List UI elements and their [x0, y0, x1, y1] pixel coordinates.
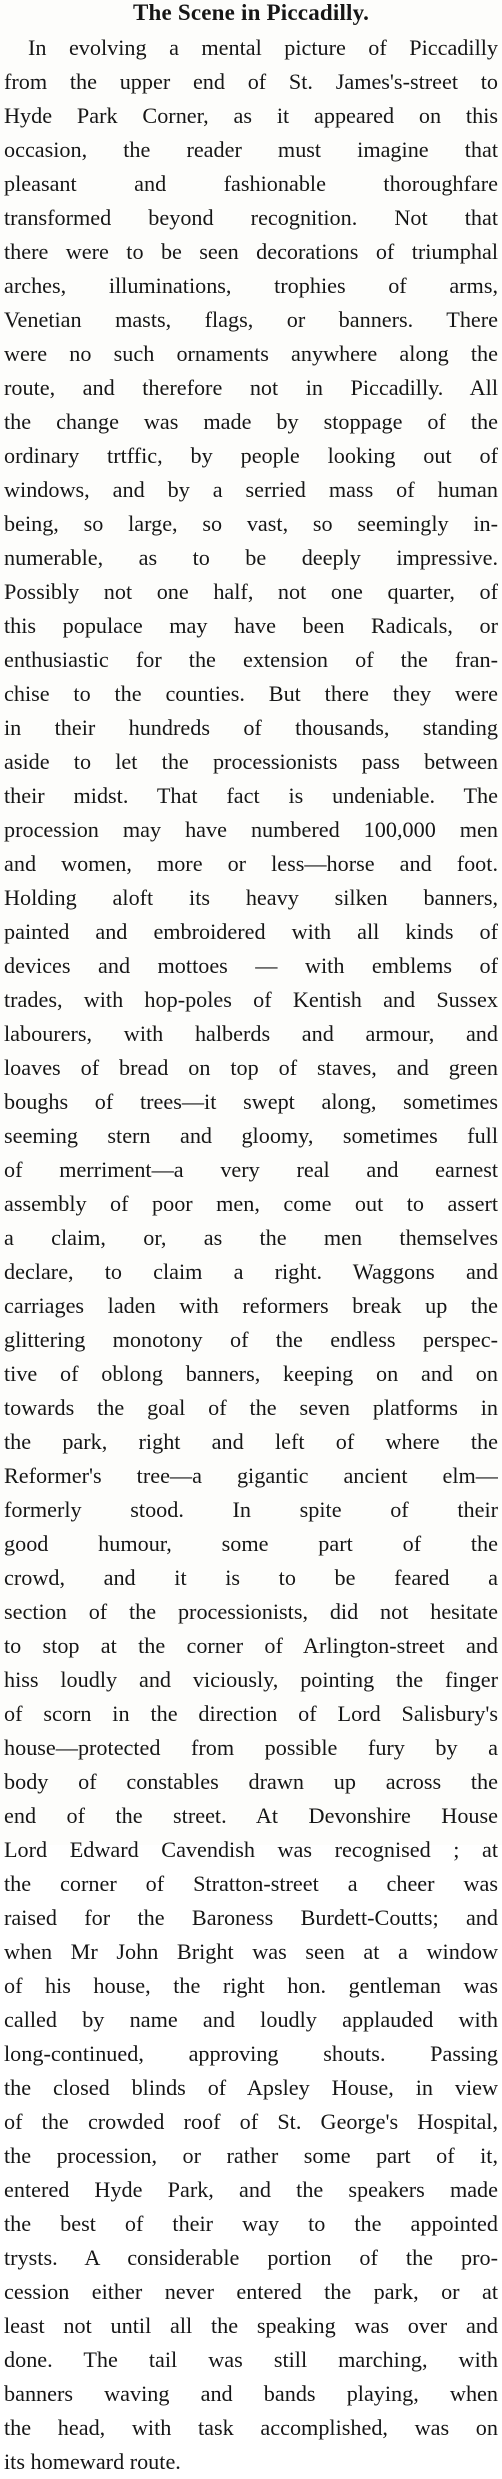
article-line: body of constables drawn up across the [4, 1769, 498, 1794]
article-line: in their hundreds of thousands, standing [4, 715, 498, 740]
article-line: their midst. That fact is undeniable. The [4, 783, 498, 808]
article-line: hiss loudly and viciously, pointing the finger [4, 1667, 498, 1692]
article-line: tive of oblong banners, keeping on and on [4, 1361, 498, 1386]
article-line: long-continued, approving shouts. Passing [4, 2041, 498, 2066]
article-line: procession may have numbered 100,000 men [4, 817, 498, 842]
article-line: boughs of trees—it swept along, sometimes [4, 1089, 498, 1114]
article-line: there were to be seen decorations of triumphal [4, 239, 498, 264]
article-line: glittering monotony of the endless perspec- [4, 1327, 498, 1352]
article-line: of his house, the right hon. gentleman was [4, 1973, 498, 1998]
article-line: this populace may have been Radicals, or [4, 613, 498, 638]
article-line: from the upper end of St. James's-street to [4, 69, 498, 94]
article-line: declare, to claim a right. Waggons and [4, 1259, 498, 1284]
article-line: Venetian masts, flags, or banners. There [4, 307, 498, 332]
article-line: entered Hyde Park, and the speakers made [4, 2177, 498, 2202]
article-line: Lord Edward Cavendish was recognised ; at [4, 1837, 498, 1862]
article-line: were no such ornaments anywhere along the [4, 341, 498, 366]
article-line: the head, with task accomplished, was on [4, 2415, 498, 2440]
article-line: trysts. A considerable portion of the pro- [4, 2245, 498, 2270]
article-line: formerly stood. In spite of their [4, 1497, 498, 1522]
article-line: the park, right and left of where the [4, 1429, 498, 1454]
article-line: being, so large, so vast, so seemingly in- [4, 511, 498, 536]
article-line: seeming stern and gloomy, sometimes full [4, 1123, 498, 1148]
article-line: arches, illuminations, trophies of arms, [4, 273, 498, 298]
article-line: painted and embroidered with all kinds of [4, 919, 498, 944]
article-line: to stop at the corner of Arlington-street and [4, 1633, 498, 1658]
article-line: route, and therefore not in Piccadilly. All [4, 375, 498, 400]
article-line: called by name and loudly applauded with [4, 2007, 498, 2032]
article-body [4, 31, 498, 2479]
article-line: cession either never entered the park, or at [4, 2279, 498, 2304]
article-line: crowd, and it is to be feared a [4, 1565, 498, 1590]
article-line: Hyde Park Corner, as it appeared on this [4, 103, 498, 128]
article-line: of scorn in the direction of Lord Salisbury's [4, 1701, 498, 1726]
article-line: house—protected from possible fury by a [4, 1735, 498, 1760]
article-line: In evolving a mental picture of Piccadilly [28, 35, 498, 60]
article-line: its homeward route. [4, 2449, 181, 2474]
article-line: enthusiastic for the extension of the fran- [4, 647, 498, 672]
article-line: aside to let the processionists pass between [4, 749, 498, 774]
article-line: done. The tail was still marching, with [4, 2347, 498, 2372]
article-line: Possibly not one half, not one quarter, of [4, 579, 498, 604]
article-line: Reformer's tree—a gigantic ancient elm— [4, 1463, 498, 1488]
article-line: carriages laden with reformers break up the [4, 1293, 498, 1318]
article-line: assembly of poor men, come out to assert [4, 1191, 498, 1216]
article-line: trades, with hop-poles of Kentish and Sussex [4, 987, 498, 1012]
article-line: transformed beyond recognition. Not that [4, 205, 498, 230]
article-line: raised for the Baroness Burdett-Coutts; and [4, 1905, 498, 1930]
article-line: numerable, as to be deeply impressive. [4, 545, 498, 570]
article-line: labourers, with halberds and armour, and [4, 1021, 498, 1046]
article-line: of merriment—a very real and earnest [4, 1157, 498, 1182]
article-line: the best of their way to the appointed [4, 2211, 498, 2236]
article-line: least not until all the speaking was over and [4, 2313, 498, 2338]
article-line: the closed blinds of Apsley House, in view [4, 2075, 498, 2100]
article-line: good humour, some part of the [4, 1531, 498, 1556]
article-line: devices and mottoes — with emblems of [4, 953, 498, 978]
article-headline: The Scene in Piccadilly. [132, 0, 370, 25]
article-line: of the crowded roof of St. George's Hospital, [4, 2109, 498, 2134]
article-line: end of the street. At Devonshire House [4, 1803, 498, 1828]
article-line: ordinary trtffic, by people looking out of [4, 443, 498, 468]
article-line: Holding aloft its heavy silken banners, [4, 885, 498, 910]
article-line: windows, and by a serried mass of human [4, 477, 498, 502]
article-line: towards the goal of the seven platforms in [4, 1395, 498, 1420]
article-line: section of the processionists, did not hesitate [4, 1599, 498, 1624]
article-line: pleasant and fashionable thoroughfare [4, 171, 498, 196]
article-line: when Mr John Bright was seen at a window [4, 1939, 498, 1964]
article-line: occasion, the reader must imagine that [4, 137, 498, 162]
article-line: the procession, or rather some part of it, [4, 2143, 498, 2168]
article-line: the corner of Stratton-street a cheer was [4, 1871, 498, 1896]
article-line: and women, more or less—horse and foot. [4, 851, 498, 876]
article-line: loaves of bread on top of staves, and green [4, 1055, 498, 1080]
article-line: a claim, or, as the men themselves [4, 1225, 498, 1250]
article-line: banners waving and bands playing, when [4, 2381, 498, 2406]
article-line: chise to the counties. But there they were [4, 681, 498, 706]
article-line: the change was made by stoppage of the [4, 409, 498, 434]
